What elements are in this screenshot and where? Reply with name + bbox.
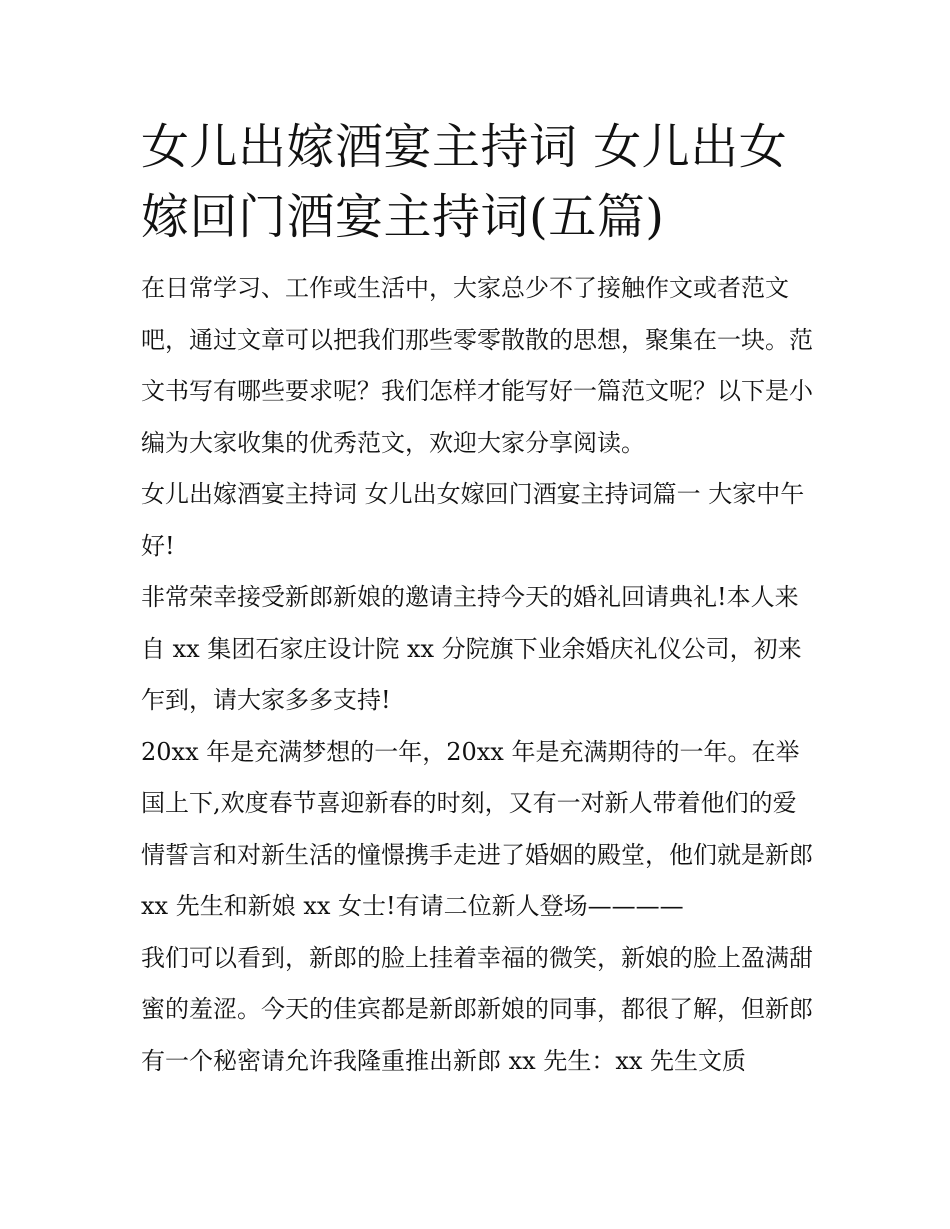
paragraph-couple-introduction: 20xx 年是充满梦想的一年，20xx 年是充满期待的一年。在举国上下,欢度春节喜迎新春的时刻，又有一对新人带着他们的爱情誓言和对新生活的憧憬携手走进了婚姻的殿堂，他们就是新郎 xx 先生和新娘 xx 女士!有请二位新人登场———— xyxy=(141,737,813,920)
paragraph-intro: 在日常学习、工作或生活中，大家总少不了接触作文或者范文吧，通过文章可以把我们那些零零散散的思想，聚集在一块。范文书写有哪些要求呢？我们怎样才能写好一篇范文呢？以下是小编为大家收集的优秀范文，欢迎大家分享阅读。 xyxy=(141,274,813,457)
paragraph-greeting: 女儿出嫁酒宴主持词 女儿出女嫁回门酒宴主持词篇一 大家中午好! xyxy=(141,480,805,560)
paragraph-host-introduction: 非常荣幸接受新郎新娘的邀请主持今天的婚礼回请典礼!本人来自 xx 集团石家庄设计院 xx 分院旗下业余婚庆礼仪公司，初来乍到，请大家多多支持! xyxy=(141,583,802,714)
paragraph-groom-description: 我们可以看到，新郎的脸上挂着幸福的微笑，新娘的脸上盈满甜蜜的羞涩。今天的佳宾都是新郎新娘的同事，都很了解，但新郎有一个秘密请允许我隆重推出新郎 xx 先生：xx 先生文质 xyxy=(141,943,813,1075)
document-title: 女儿出嫁酒宴主持词 女儿出女嫁回门酒宴主持词(五篇) xyxy=(141,119,788,245)
document-body xyxy=(141,112,816,1087)
